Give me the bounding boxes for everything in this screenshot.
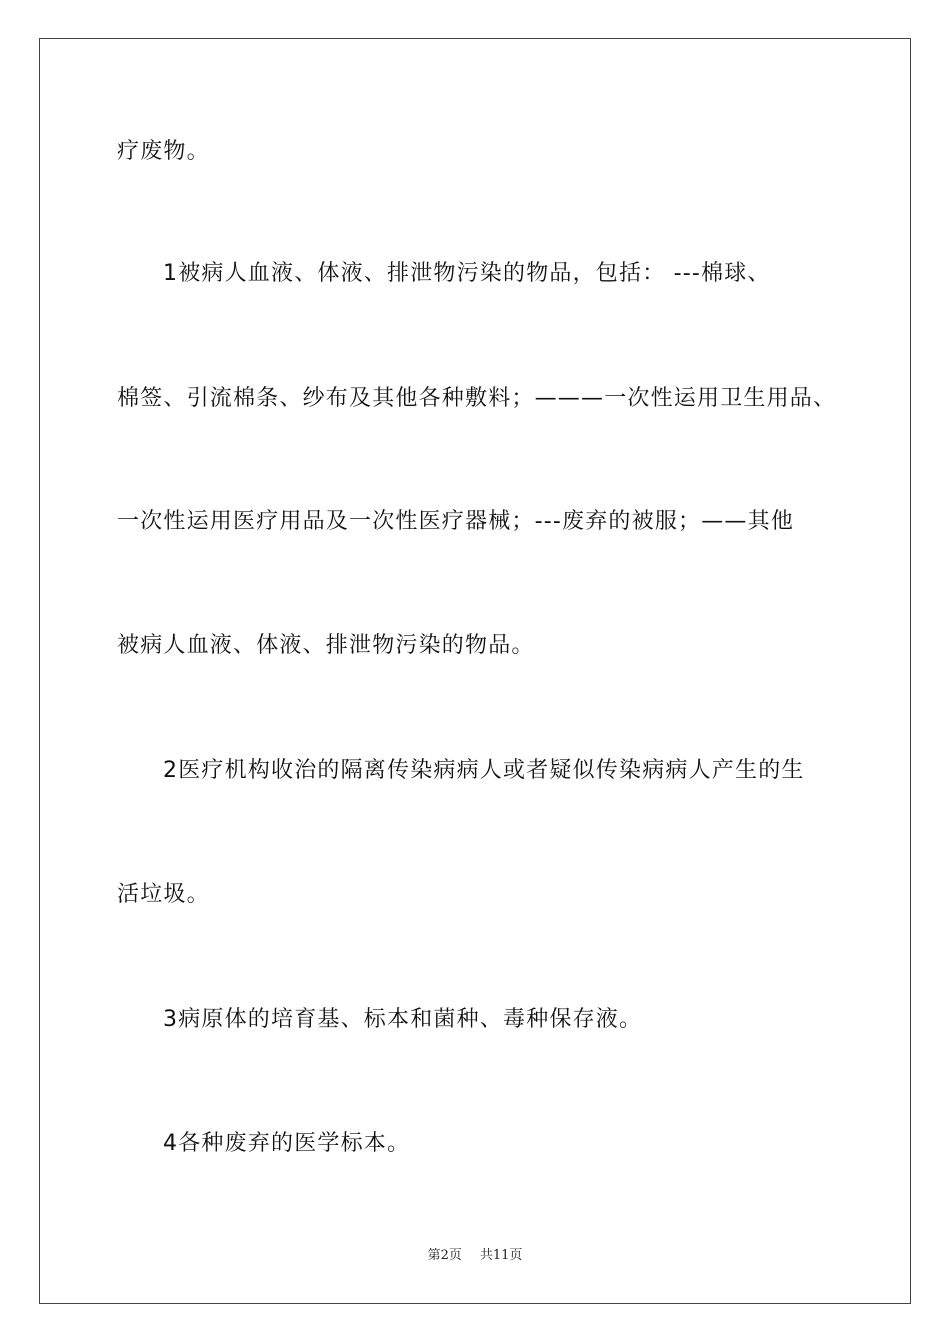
text-line: 4各种废弃的医学标本。 xyxy=(163,1131,411,1156)
text-line: 一次性运用医疗用品及一次性医疗器械；---废弃的被服；——其他 xyxy=(117,509,795,534)
page-footer xyxy=(0,1247,950,1265)
text-line: 疗废物。 xyxy=(117,139,210,164)
page-number: 第2页 xyxy=(427,1248,462,1263)
text-line: 1被病人血液、体液、排泄物污染的物品，包括： ---棉球、 xyxy=(163,261,771,286)
text-line: 被病人血液、体液、排泄物污染的物品。 xyxy=(117,633,535,658)
page-frame xyxy=(39,38,911,1304)
text-line: 3病原体的培育基、标本和菌种、毒种保存液。 xyxy=(163,1007,643,1032)
text-line: 2医疗机构收治的隔离传染病病人或者疑似传染病病人产生的生 xyxy=(163,758,805,783)
text-line: 棉签、引流棉条、纱布及其他各种敷料；———一次性运用卫生用品、 xyxy=(117,386,837,411)
text-line: 活垃圾。 xyxy=(117,882,210,907)
page-total: 共11页 xyxy=(479,1248,523,1263)
